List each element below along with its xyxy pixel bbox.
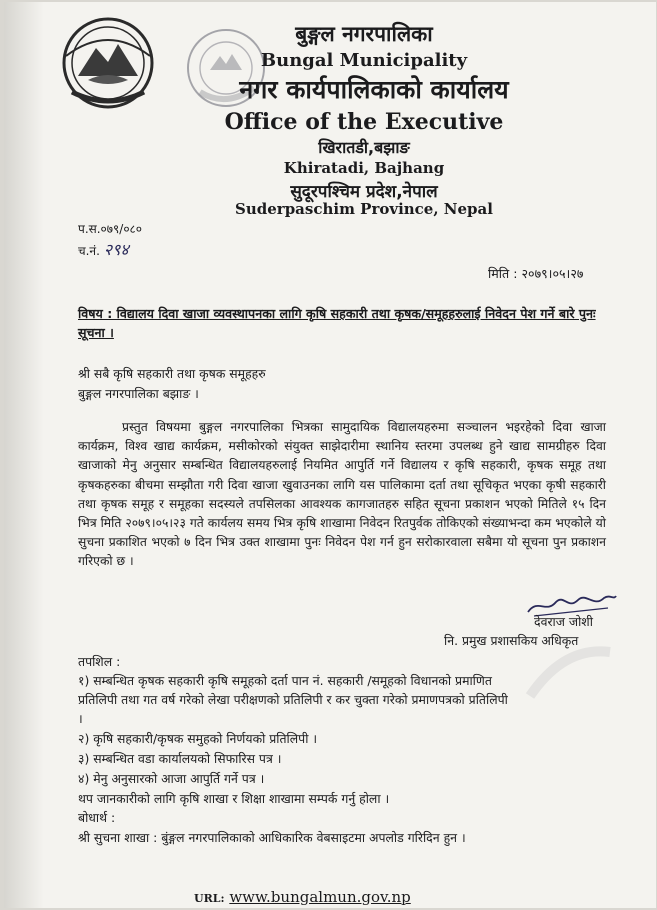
bodhartha-heading: बोधार्थ : <box>78 810 116 825</box>
place-np: खिरातडी,बझाङ <box>318 138 410 157</box>
tapsil-heading: तपशिल : <box>78 654 121 669</box>
page-shadow <box>4 2 44 908</box>
letter-page <box>4 2 656 908</box>
dispatch-number <box>78 238 129 260</box>
url-label: URL: <box>194 892 225 905</box>
signatory-name: देवराज जोशी <box>534 614 593 629</box>
addressee-line-2: बुङ्गल नगरपालिका बझाङ । <box>78 386 199 401</box>
bodhartha-line: श्री सुचना शाखा : बुंङ्गल नगरपालिकाको आधिकारिक वेबसाइटमा अपलोड गरिदिन हुन । <box>78 830 466 845</box>
municipality-name-en: Bungal Municipality <box>260 50 468 71</box>
fiscal-year: प.स.०७९/०८० <box>78 222 143 236</box>
tapsil-item-1-line-3: । <box>78 711 83 726</box>
footer-url <box>194 888 411 906</box>
faint-stamp-icon <box>524 642 614 702</box>
tapsil-item-3: ३) सम्बन्धित वडा कार्यालयको सिफारिस पत्र । <box>78 751 282 766</box>
addressee-line-1: श्री सबै कृषि सहकारी तथा कृषक समूहहरु <box>78 366 266 381</box>
place-en: Khiratadi, Bajhang <box>283 159 445 177</box>
office-name-np: नगर कार्यपालिकाको कार्यालय <box>239 75 509 104</box>
more-info-line: थप जानकारीको लागि कृषि शाखा र शिक्षा शाखामा सम्पर्क गर्नु होला । <box>78 791 390 806</box>
signatory-title: नि. प्रमुख प्रशासकिय अधिकृत <box>444 633 579 648</box>
tapsil-item-1-line-2: प्रतिलिपी तथा गत वर्ष गरेको लेखा परीक्षणको प्रतिलिपी र कर चुक्ता गरेको प्रमाणपत्रको प्रतिलिपी <box>78 692 508 707</box>
body-paragraph: प्रस्तुत विषयमा बुङ्गल नगरपालिका भित्रका सामुदायिक विद्यालयहरुमा सञ्चालन भइरहेको दिवा खाजा कार्यक्रम, विश्व खाद्य कार्यक्रम, मसीकोरको संयुक्त साझेदारीमा स्थानिय स्तरमा उपलब्ध हुने खाद्य सामग्रीहरु दिवा खाजाको मेनु अनुसार सम्बन्धित विद्यालयहरुलाई नियमित आपुर्ति गर्ने विद्यालय र कृषि सहकारी, कृषक समूह तथा कृषकहरुका बीचमा सम्झौता गरी दिवा खाजा खुवाउनका लागि यस पालिकामा दर्ता तथा सूचिकृत भएका कृषी सहकारी तथा कृषक समूह र समूहका सदस्यले तपसिलका आवश्यक कागजातहरु सहित सूचना प्रकाशन भएको मितिले १५ दिन भित्र मिति २०७९।०५।२३ गते कार्यलय समय भित्र कृषि शाखामा निवेदन रितपुर्वक तोकिएको संख्याभन्दा कम भएकोले यो सुचना प्रकाशित भएको ७ दिन भित्र उक्त शाखामा पुनः निवेदन पेश गर्न हुन सरोकारवाला सबैमा यो सूचना पुन प्रकाशन गरिएको छ । <box>78 420 606 569</box>
tapsil-item-1-line-1: १) सम्बन्धित कृषक सहकारी कृषि समूहको दर्ता पान नं. सहकारी /समूहको विधानको प्रमाणित <box>78 673 492 688</box>
tapsil-item-2: २) कृषि सहकारी/कृषक समुहको निर्णयको प्रतिलिपी । <box>78 731 318 746</box>
municipality-name-np: बुङ्गल नगरपालिका <box>295 22 433 46</box>
letter-date: मिति : २०७९।०५।२७ <box>488 266 584 281</box>
signature-mark <box>540 598 541 599</box>
dispatch-number-label: च.नं. <box>78 244 100 258</box>
website-link[interactable]: www.bungalmun.gov.np <box>229 888 411 906</box>
subject-line: विषय : विद्यालय दिवा खाजा व्यवस्थापनका लागि कृषि सहकारी तथा कृषक/समूहहरुलाई निवेदन पेश गर्ने बारे पुनः सूचना । <box>78 306 596 340</box>
dispatch-number-value: २९४ <box>103 240 129 259</box>
tapsil-item-4: ४) मेनु अनुसारको आजा आपुर्ति गर्ने पत्र । <box>78 771 265 786</box>
province-np: सुदूरपश्चिम प्रदेश,नेपाल <box>290 182 438 202</box>
office-name-en: Office of the Executive <box>224 109 504 135</box>
province-en: Suderpaschim Province, Nepal <box>235 200 493 218</box>
